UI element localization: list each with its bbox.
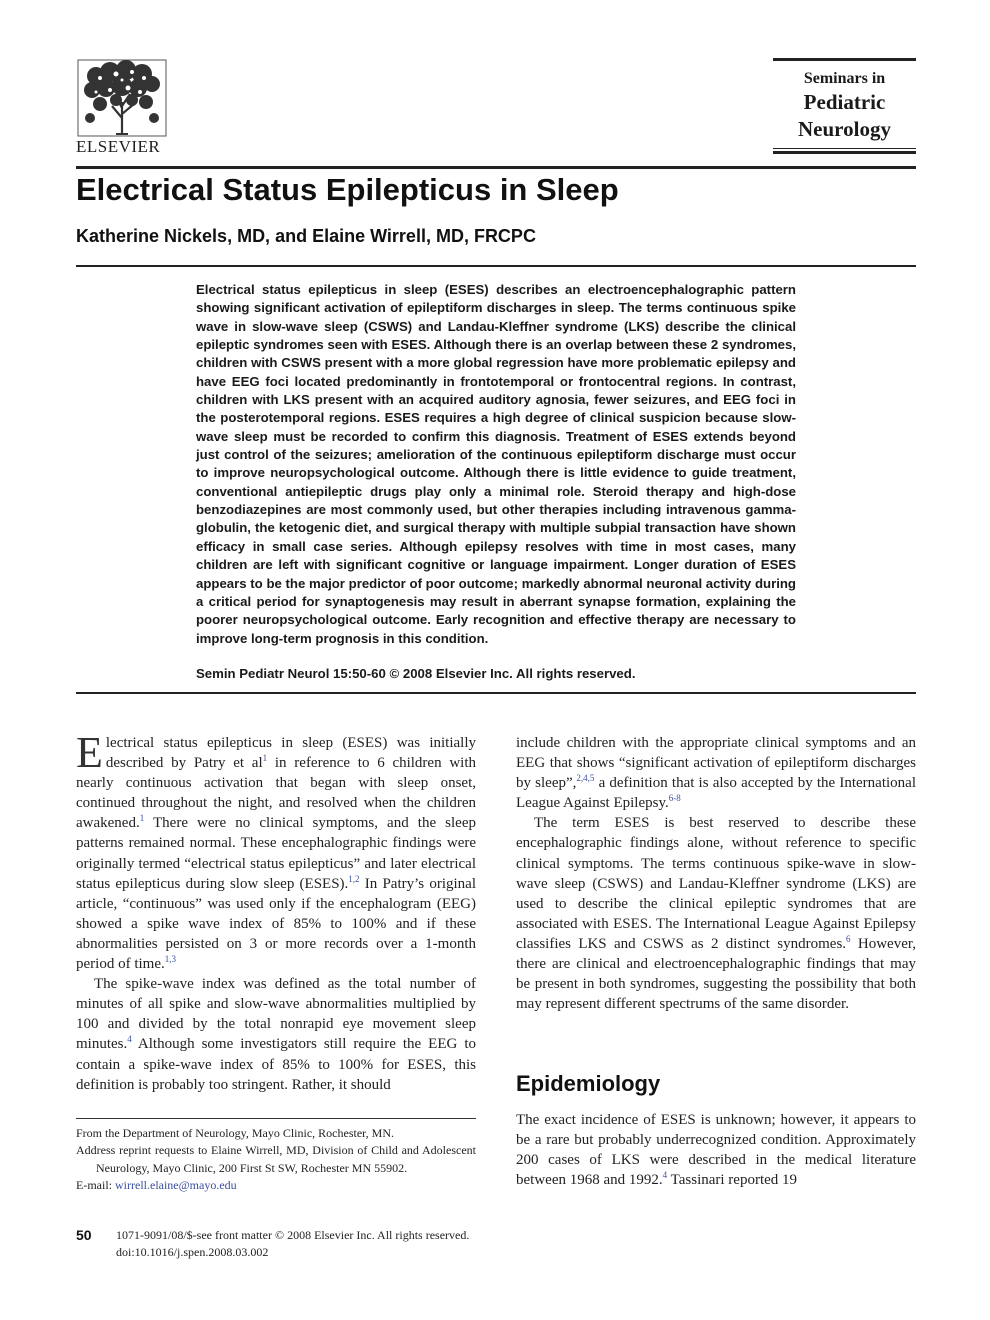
page-number: 50 bbox=[76, 1227, 92, 1243]
journal-name-line2: Pediatric bbox=[803, 90, 886, 114]
journal-inner-rule bbox=[773, 148, 916, 149]
p1-text-4: In Patry’s original article, “continuous” was used only if the encephalogram (EEG) showed a spike wave index of 85% to 100% and if these abnormalities persisted on 3 or more records over a 1-month period of time. bbox=[76, 875, 477, 973]
p4-text-1: The term ESES is best reserved to describe these encephalographic findings alone, without reference to specific clinical symptoms. The terms continuous spike-wave in slow-wave sleep (CSWS) and Landau-Kleffner syndrome (LKS) are used to describe the clinical epileptic syndromes that are associated with ESES. The International League Against Epilepsy classifies LKS and CSWS as 2 distinct syndromes. bbox=[516, 815, 916, 952]
publisher-wordmark: ELSEVIER bbox=[76, 137, 161, 156]
reference-link[interactable]: 1,2 bbox=[348, 873, 360, 884]
reference-link[interactable]: 4 bbox=[127, 1034, 132, 1045]
reference-link[interactable]: 1 bbox=[139, 813, 145, 824]
abstract-top-divider bbox=[76, 265, 916, 267]
body-paragraph-4 bbox=[516, 813, 916, 1014]
imprint-block bbox=[116, 1227, 469, 1261]
reference-link[interactable]: 1 bbox=[262, 753, 268, 764]
p1-text-3: There were no clinical symptoms, and the sleep patterns remained normal. These encephalographic findings were originally termed “electrical status epilepticus” and later electrical status epilepticus during slow sleep (ESES). bbox=[76, 815, 476, 892]
reference-link[interactable]: 6 bbox=[846, 933, 851, 944]
reference-link[interactable]: 4 bbox=[662, 1170, 668, 1181]
email-line bbox=[76, 1177, 476, 1194]
article-authors: Katherine Nickels, MD, and Elaine Wirrell, MD, FRCPC bbox=[76, 226, 536, 246]
abstract-text: Electrical status epilepticus in sleep (ESES) describes an electroencephalographic pattern showing significant activation of epileptiform discharges in sleep. The terms continuous spike wave in slow-wave sleep (CSWS) and Landau-Kleffner syndrome (LKS) describe the clinical epileptic syndromes seen with ESES. Although there is an overlap between these 2 syndromes, children with CSWS present with a more global regression have more problematic epilepsy and have EEG foci located predominantly in frontotemporal or frontocentral regions. In contrast, children with LKS present with an acquired auditory agnosia, fewer seizures, and EEG foci in the posterotemporal regions. ESES requires a high degree of clinical suspicion because slow-wave sleep must be recorded to confirm this diagnosis. Treatment of ESES extends beyond just control of the seizures; amelioration of the continuous epileptiform discharge must occur to improve neuropsychological outcome. Although there is little evidence to guide treatment, conventional antiepileptic drugs play only a minimal role. Steroid therapy and high-dose benzodiazepines are most commonly used, but other therapies including intravenous gamma-globulin, the ketogenic diet, and surgical therapy with multiple subpial transaction have shown efficacy in small case series. Although epilepsy resolves with time in most cases, many children are left with significant cognitive or language impairment. Longer duration of ESES appears to be the major predictor of poor outcome; markedly abnormal neuronal activity during a critical period for synaptogenesis may result in aberrant synapse formation, explaining the poorer neuropsychological outcome. Early recognition and effective therapy are necessary to improve long-term prognosis in this condition. bbox=[196, 282, 796, 646]
body-paragraph-2 bbox=[76, 974, 476, 1095]
journal-name-line3: Neurology bbox=[798, 117, 891, 141]
abstract-citation: Semin Pediatr Neurol 15:50-60 © 2008 Elsevier Inc. All rights reserved. bbox=[196, 666, 636, 681]
journal-name-block bbox=[773, 58, 916, 154]
drop-cap: E bbox=[76, 728, 103, 777]
article-title: Electrical Status Epilepticus in Sleep bbox=[76, 172, 619, 207]
doi-line[interactable]: doi:10.1016/j.spen.2008.03.002 bbox=[116, 1245, 269, 1259]
section-heading-epidemiology: Epidemiology bbox=[516, 1071, 661, 1096]
reference-link[interactable]: 1,3 bbox=[164, 954, 176, 965]
footnote-divider bbox=[76, 1118, 476, 1119]
p1-text-1: lectrical status epilepticus in sleep (ESES) was initially described by Patry et al bbox=[105, 735, 476, 772]
affiliation-line: From the Department of Neurology, Mayo Clinic, Rochester, MN. bbox=[76, 1126, 395, 1140]
body-column-right bbox=[516, 733, 916, 1014]
p1-text-2: in reference to 6 children with nearly continuous activation that began with sleep onset, continued throughout the night, and resolved when the children awakened. bbox=[76, 755, 476, 832]
body-column-left bbox=[76, 728, 477, 1095]
body-column-right-continued bbox=[516, 1110, 916, 1190]
email-label: E-mail: bbox=[76, 1178, 115, 1193]
email-link[interactable]: wirrell.elaine@mayo.edu bbox=[115, 1178, 237, 1193]
p4-text-2: However, there are clinical and electroencephalographic findings that may be present in both syndromes, suggesting the possibility that both may represent different spectrums of the same disorder. bbox=[516, 935, 917, 1013]
journal-name-line1: Seminars in bbox=[803, 70, 886, 87]
p3-text-1: include children with the appropriate clinical symptoms and an EEG that shows “significant activation of epileptiform discharges by sleep”, bbox=[516, 735, 916, 792]
body-paragraph-5 bbox=[516, 1110, 916, 1190]
body-paragraph-1 bbox=[76, 728, 477, 974]
p2-text-1: The spike-wave index was defined as the total number of minutes of all spike and slow-wave abnormalities multiplied by 100 and divided by the total nonrapid eye movement sleep minutes. bbox=[76, 976, 476, 1053]
abstract-bottom-divider bbox=[76, 692, 916, 694]
issn-line: 1071-9091/08/$-see front matter © 2008 Elsevier Inc. All rights reserved. bbox=[116, 1228, 470, 1242]
p2-text-2: Although some investigators still require the EEG to contain a spike-wave index of 85% to 100% for ESES, this definition is probably too stringent. Rather, it should bbox=[76, 1036, 476, 1093]
reprint-request-line: Address reprint requests to Elaine Wirrell, MD, Division of Child and Adolescent Neurology, Mayo Clinic, 200 First St SW, Rochester MN 55902. bbox=[76, 1143, 476, 1175]
body-paragraph-3 bbox=[516, 733, 916, 813]
p5-text-2: Tassinari reported 19 bbox=[667, 1172, 798, 1189]
p5-text-1: The exact incidence of ESES is unknown; however, it appears to be a rare but probably underrecognized condition. Approximately 200 cases of LKS were described in the medical literature between 1968 and 1992. bbox=[516, 1112, 916, 1189]
reference-link[interactable]: 6-8 bbox=[668, 793, 681, 804]
p3-text-2: a definition that is also accepted by the International League Against Epilepsy. bbox=[516, 775, 916, 812]
affiliation-footnote bbox=[76, 1125, 476, 1195]
header-divider bbox=[76, 166, 916, 169]
reference-link[interactable]: 2,4,5 bbox=[576, 773, 595, 784]
